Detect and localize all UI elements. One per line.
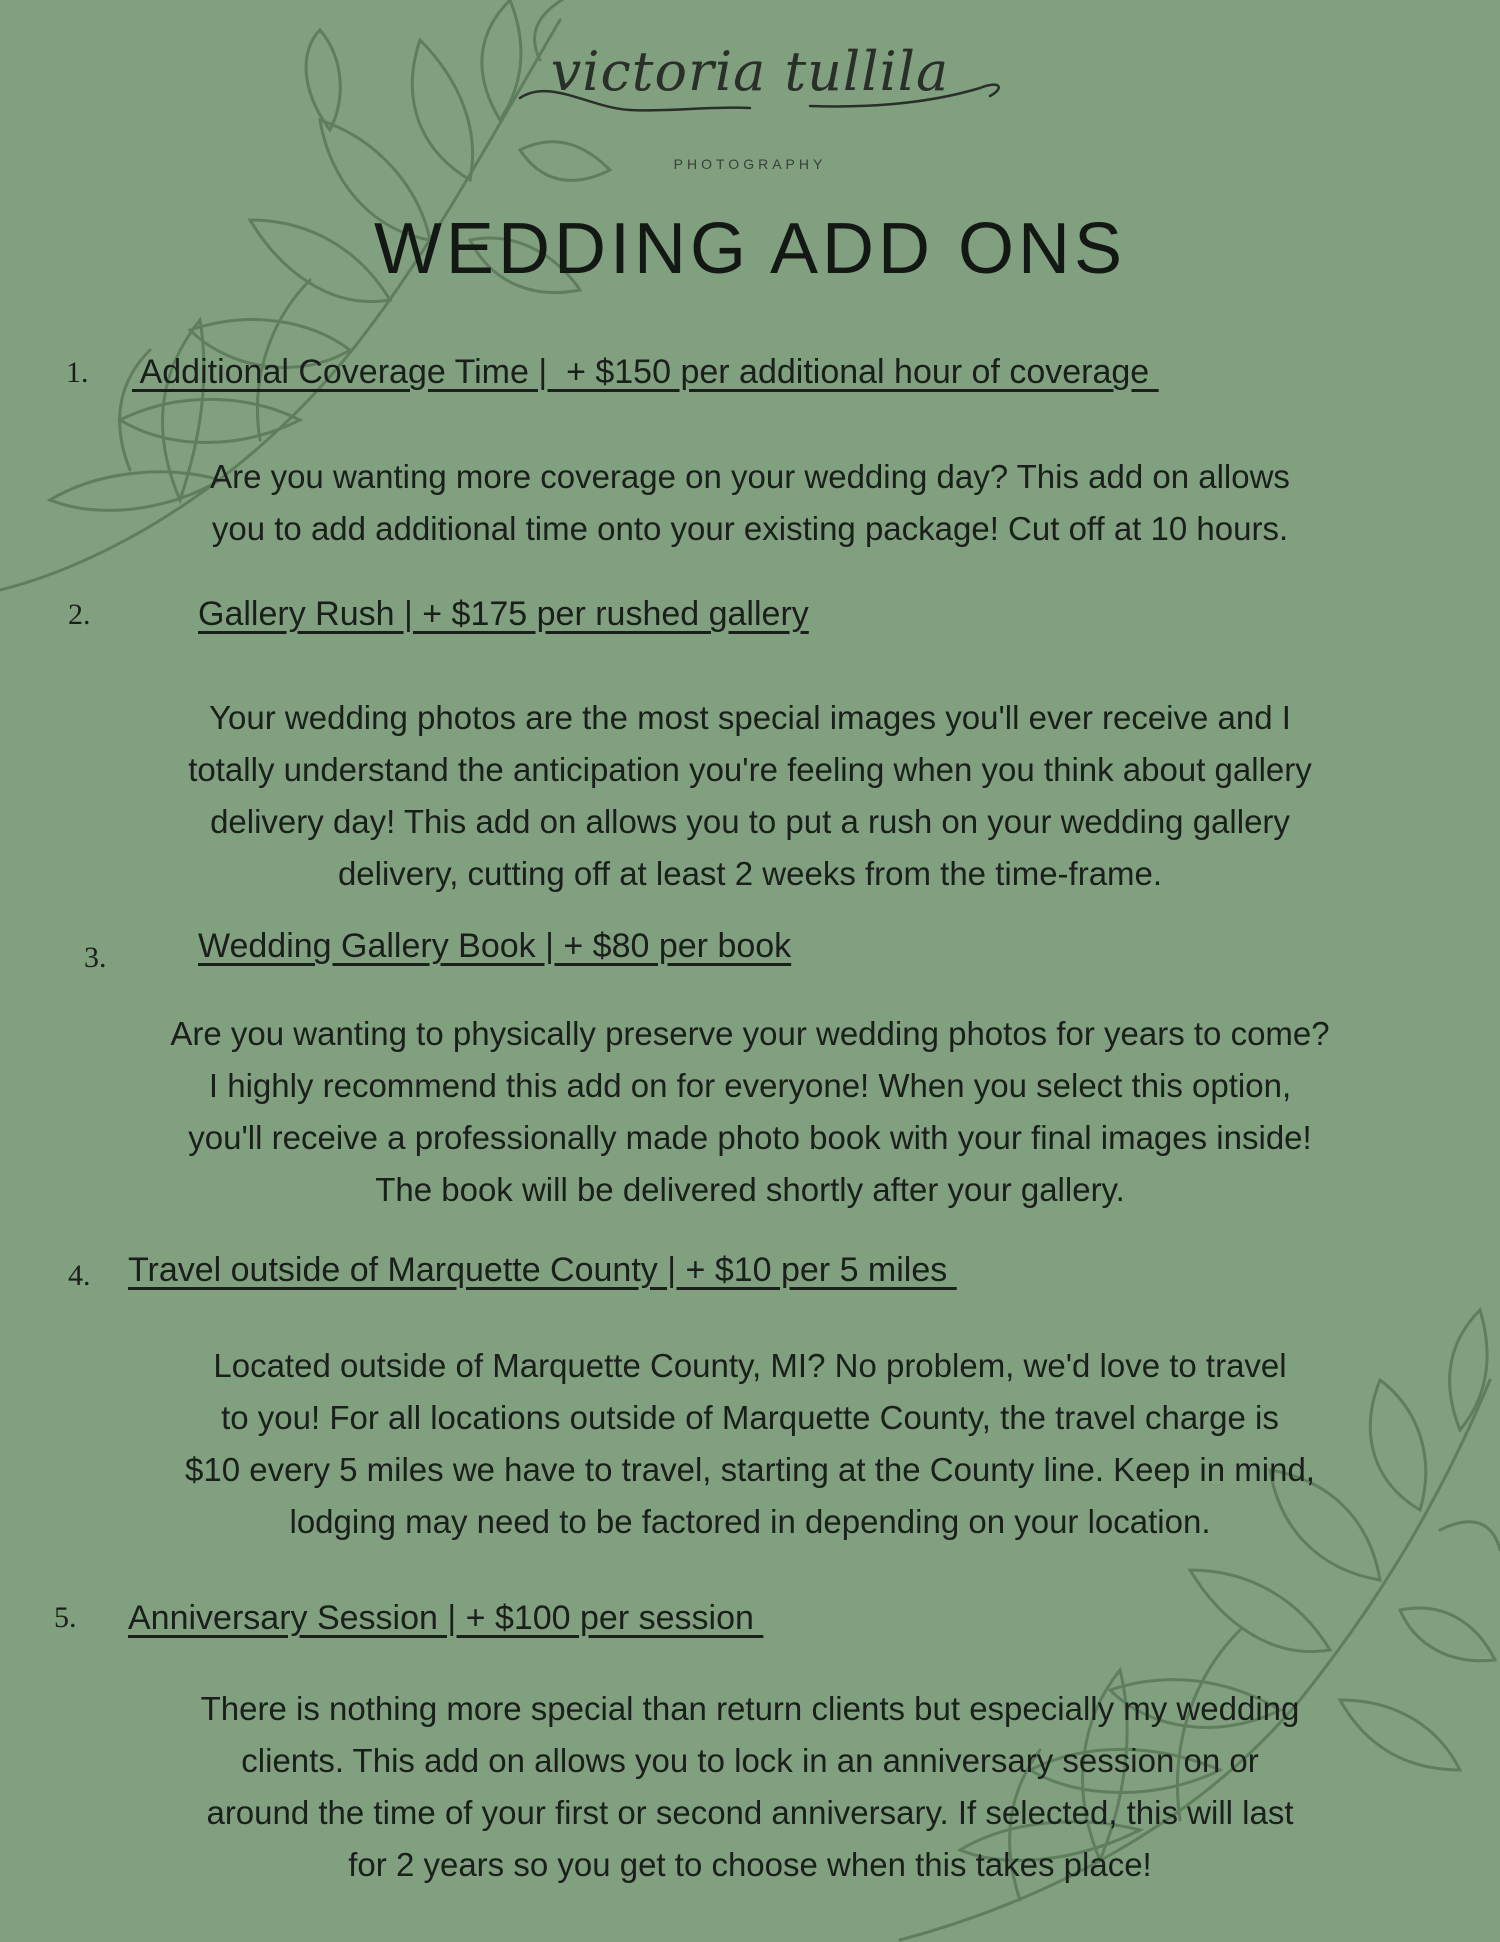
description-line: Located outside of Marquette County, MI? No problem, we'd love to travel [213, 1347, 1287, 1384]
item-number: 1. [66, 356, 89, 389]
item-description [0, 692, 1500, 900]
description-line: There is nothing more special than return clients but especially my wedding [200, 1690, 1300, 1727]
description-line: Are you wanting to physically preserve your wedding photos for years to come? [170, 1015, 1330, 1052]
description-line: to you! For all locations outside of Marquette County, the travel charge is [221, 1399, 1279, 1436]
description-line: you'll receive a professionally made photo book with your final images inside! [188, 1119, 1312, 1156]
description-line: totally understand the anticipation you're feeling when you think about gallery [188, 751, 1312, 788]
item-heading: Anniversary Session | + $100 per session [128, 1599, 764, 1637]
page-title: WEDDING ADD ONS [373, 209, 1127, 289]
item-description [0, 1683, 1500, 1891]
item-description [0, 1340, 1500, 1548]
description-line: Are you wanting more coverage on your wedding day? This add on allows [210, 458, 1290, 495]
description-line: delivery day! This add on allows you to put a rush on your wedding gallery [210, 803, 1290, 840]
item-heading: Additional Coverage Time | + $150 per additional hour of coverage [132, 353, 1159, 391]
logo-swash-icon [510, 58, 1010, 128]
item-heading: Travel outside of Marquette County | + $10 per 5 miles [128, 1251, 957, 1289]
item-number: 2. [68, 598, 91, 631]
item-number: 5. [54, 1601, 77, 1634]
description-line: around the time of your first or second anniversary. If selected, this will last [206, 1794, 1294, 1831]
description-line: delivery, cutting off at least 2 weeks from the time-frame. [337, 855, 1163, 892]
description-line: you to add additional time onto your existing package! Cut off at 10 hours. [211, 510, 1289, 547]
item-description [0, 1008, 1500, 1216]
item-heading: Wedding Gallery Book | + $80 per book [198, 927, 792, 965]
item-heading: Gallery Rush | + $175 per rushed gallery [198, 595, 809, 633]
logo-script-text: victoria tullila [550, 40, 950, 103]
item-number: 4. [68, 1259, 91, 1292]
description-line: The book will be delivered shortly after your gallery. [375, 1171, 1125, 1208]
item-description [0, 451, 1500, 555]
description-line: lodging may need to be factored in depending on your location. [289, 1503, 1211, 1540]
description-line: $10 every 5 miles we have to travel, starting at the County line. Keep in mind, [185, 1451, 1315, 1488]
logo-subtitle: PHOTOGRAPHY [673, 156, 827, 172]
description-line: Your wedding photos are the most special images you'll ever receive and I [209, 699, 1291, 736]
description-line: I highly recommend this add on for everyone! When you select this option, [208, 1067, 1292, 1104]
description-line: for 2 years so you get to choose when this takes place! [348, 1846, 1152, 1883]
item-number: 3. [84, 941, 107, 974]
description-line: clients. This add on allows you to lock in an anniversary session on or [241, 1742, 1259, 1779]
